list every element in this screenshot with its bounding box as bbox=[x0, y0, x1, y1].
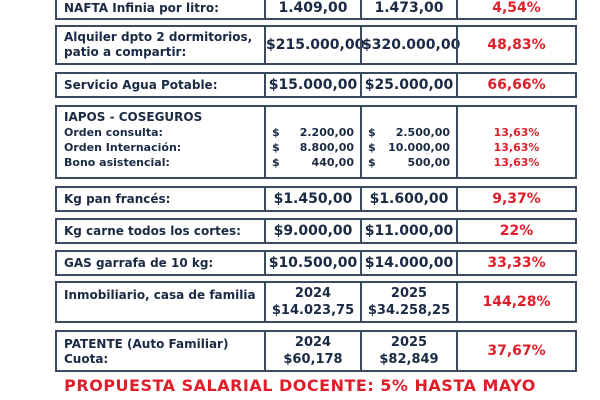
table-row-nafta bbox=[55, 0, 577, 20]
iapos-item-label: Orden consulta: bbox=[64, 126, 163, 139]
value-2024: $1.450,00 bbox=[273, 191, 353, 207]
value-2025: $11.000,00 bbox=[364, 223, 454, 239]
iapos-value-2024: $ 8.800,00 bbox=[272, 141, 354, 154]
value-2025: $14.000,00 bbox=[364, 255, 454, 271]
table-row-alquiler bbox=[55, 25, 577, 65]
row-sublabel: Cuota: bbox=[64, 352, 109, 366]
value-2024: 1.409,00 bbox=[278, 0, 348, 16]
iapos-percent: 13,63% bbox=[493, 156, 540, 169]
row-label: GAS garrafa de 10 kg: bbox=[64, 255, 214, 270]
iapos-value-2025: $ 2.500,00 bbox=[368, 126, 450, 139]
row-label: PATENTE (Auto Familiar) bbox=[64, 337, 229, 351]
value-2025: $82,849 bbox=[379, 352, 439, 367]
table-row-patente bbox=[55, 330, 577, 372]
row-label: Inmobiliario, casa de familia bbox=[64, 288, 256, 302]
iapos-percent: 13,63% bbox=[493, 141, 540, 154]
table-row-iapos bbox=[55, 105, 577, 179]
iapos-item-label: Bono asistencial: bbox=[64, 156, 170, 169]
table-row-pan bbox=[55, 186, 577, 212]
iapos-value-2025: $ 10.000,00 bbox=[368, 141, 450, 154]
value-2024: $9.000,00 bbox=[273, 223, 353, 239]
value-2024: $215.000,00 bbox=[266, 37, 365, 53]
value-2024: $10.500,00 bbox=[268, 255, 358, 271]
percent-increase: 48,83% bbox=[487, 37, 546, 53]
iapos-value-2024: $ 2.200,00 bbox=[272, 126, 354, 139]
row-label: Servicio Agua Potable: bbox=[64, 77, 218, 92]
year-2024: 2024 bbox=[294, 335, 332, 350]
percent-increase: 9,37% bbox=[492, 191, 541, 207]
table-row-carne bbox=[55, 218, 577, 244]
year-2025: 2025 bbox=[390, 335, 428, 350]
percent-increase: 4,54% bbox=[492, 0, 541, 16]
row-label: Kg carne todos los cortes: bbox=[64, 223, 241, 238]
year-2024: 2024 bbox=[294, 286, 332, 301]
iapos-percent: 13,63% bbox=[493, 126, 540, 139]
table-row-agua bbox=[55, 72, 577, 98]
value-2024: $14.023,75 bbox=[271, 303, 355, 318]
value-2024: $15.000,00 bbox=[268, 77, 358, 93]
table-row-gas bbox=[55, 250, 577, 276]
iapos-item-label: Orden Internación: bbox=[64, 141, 182, 154]
percent-increase: 33,33% bbox=[487, 255, 546, 271]
percent-increase: 144,28% bbox=[482, 294, 551, 310]
value-2025: $25.000,00 bbox=[364, 77, 454, 93]
value-2025: 1.473,00 bbox=[374, 0, 444, 16]
row-label: Kg pan francés: bbox=[64, 191, 171, 206]
iapos-value-2024: $ 440,00 bbox=[272, 156, 354, 169]
value-2024: $60,178 bbox=[283, 352, 343, 367]
year-2025: 2025 bbox=[390, 286, 428, 301]
row-label: NAFTA Infinia por litro: bbox=[64, 0, 219, 15]
percent-increase: 22% bbox=[499, 223, 534, 239]
footer-headline: PROPUESTA SALARIAL DOCENTE: 5% HASTA MAYO bbox=[64, 376, 536, 395]
value-2025: $1.600,00 bbox=[369, 191, 449, 207]
iapos-value-2025: $ 500,00 bbox=[368, 156, 450, 169]
row-label: Alquiler dpto 2 dormitorios, patio a compartir: bbox=[64, 30, 253, 59]
value-2025: $34.258,25 bbox=[367, 303, 451, 318]
value-2025: $320.000,00 bbox=[362, 37, 461, 53]
percent-increase: 66,66% bbox=[487, 77, 546, 93]
percent-increase: 37,67% bbox=[487, 343, 546, 359]
iapos-title: IAPOS - COSEGUROS bbox=[64, 110, 203, 124]
table-row-inmobiliario bbox=[55, 281, 577, 323]
